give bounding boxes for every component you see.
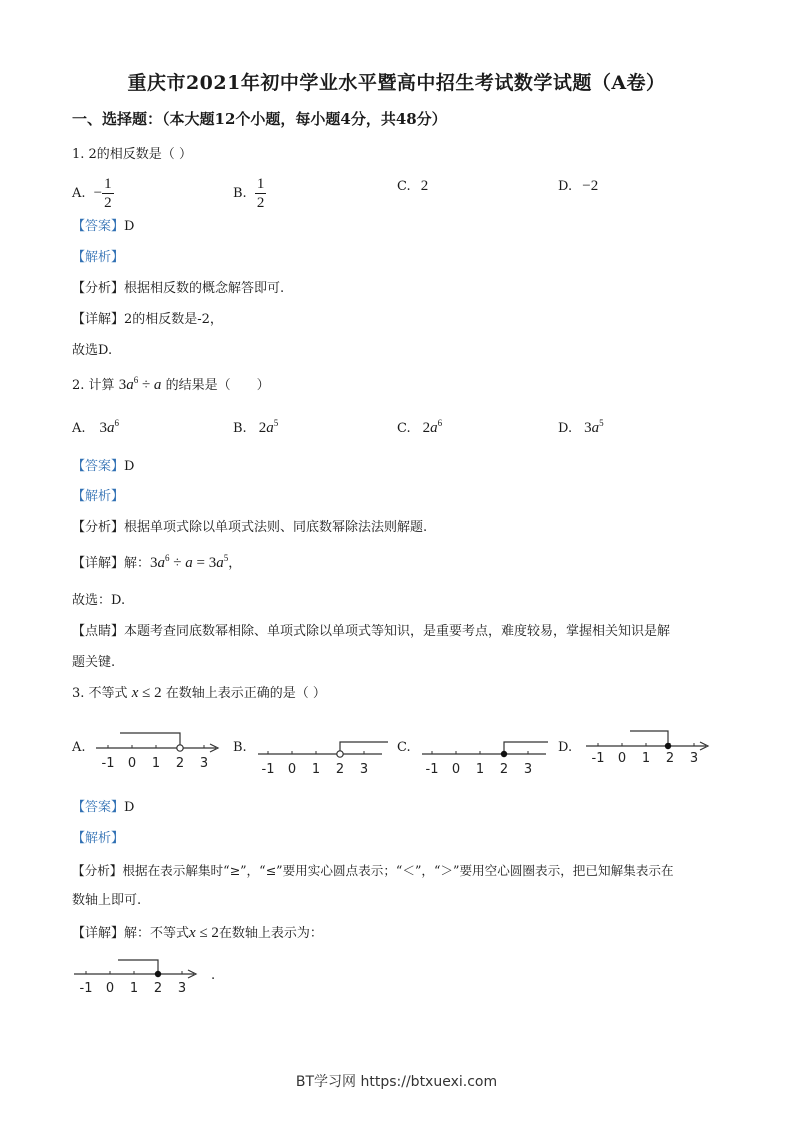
q2-guxuan: 故选：D. <box>72 593 126 608</box>
option-label: D. <box>558 421 573 436</box>
answer-value: D <box>124 219 135 234</box>
q2-dianjing-2: 题关键. <box>72 655 116 670</box>
numerator: 1 <box>256 176 265 192</box>
open-circle <box>337 751 343 757</box>
q1-option-a <box>72 175 114 212</box>
exp: 6 <box>437 418 443 428</box>
exp: 5 <box>223 553 229 563</box>
tick-label: 3 <box>177 981 187 996</box>
tick-label: 2 <box>335 762 345 777</box>
expression: $3a^6 \div a$ <box>118 375 162 393</box>
solution-bracket <box>504 742 548 754</box>
tick-label: -1 <box>101 756 115 771</box>
solution-bracket <box>120 733 180 748</box>
footer-watermark: BT学习网 https://btxuexi.com <box>295 1074 498 1090</box>
option-value: 2 <box>420 178 429 194</box>
answer-tag: 【答案】 <box>72 459 125 474</box>
q1-stem: 1. 2的相反数是（ ） <box>72 147 192 162</box>
tick-label: 1 <box>641 751 651 766</box>
tick-label: 3 <box>689 751 699 766</box>
label: 【详解】解：不等式 <box>72 926 190 941</box>
tick-label: 0 <box>617 751 627 766</box>
tick-label: 3 <box>199 756 209 771</box>
number-line-b <box>252 732 390 778</box>
section-heading: 一、选择题：（本大题12个小题，每小题4分，共48分） <box>72 110 447 128</box>
exp: 6 <box>114 418 120 428</box>
q3-fenxi-1: 【分析】根据在表示解集时“≥”，“≤”要用实心圆点表示；“＜”，“＞”要用空心圆圈表示，把已知解集表示在 <box>72 863 674 878</box>
q2-dianjing-1: 【点睛】本题考查同底数幂相除、单项式除以单项式等知识，是重要考点，难度较易，掌握相关知识是解 <box>72 624 671 639</box>
coef: 3 <box>150 555 158 571</box>
q3-answer <box>72 796 134 815</box>
q3-fenxi-2: 数轴上即可. <box>72 893 142 908</box>
stem-text: 3. 不等式 <box>72 686 128 701</box>
tick-label: 1 <box>129 981 139 996</box>
coef: 3 <box>118 377 127 393</box>
stem-text: 的结果是（ ） <box>165 378 270 393</box>
var: a <box>266 420 274 436</box>
tick-label: -1 <box>591 751 605 766</box>
tick-label: -1 <box>425 762 439 777</box>
solution-bracket <box>630 731 668 746</box>
tick-label: 1 <box>475 762 485 777</box>
solution-bracket <box>118 960 158 974</box>
val: 2 <box>211 925 219 941</box>
q3-option-a-label: A. <box>72 740 86 755</box>
answer-value: D <box>124 800 135 815</box>
q2-option-a <box>72 418 119 437</box>
option-label: A. <box>72 421 86 436</box>
answer-tag: 【答案】 <box>72 800 125 815</box>
tick-label: -1 <box>261 762 275 777</box>
q2-answer <box>72 455 134 474</box>
exp: 5 <box>273 418 279 428</box>
minus-sign: − <box>93 185 103 201</box>
var: a <box>153 377 162 393</box>
numerator: 1 <box>104 176 112 192</box>
q1-option-b <box>233 175 266 212</box>
coef: 3 <box>584 420 592 436</box>
tick-label: 1 <box>151 756 161 771</box>
coef: 2 <box>258 420 267 436</box>
tick-label: 2 <box>175 756 185 771</box>
label: 在数轴上表示为： <box>218 926 323 941</box>
q1-fenxi: 【分析】根据相反数的概念解答即可. <box>72 281 285 296</box>
q1-answer <box>72 215 134 234</box>
exp: 6 <box>133 375 139 385</box>
var: x <box>189 925 196 941</box>
var: x <box>131 685 139 701</box>
tick-label: 2 <box>499 762 509 777</box>
q3-option-b-label: B. <box>233 740 247 755</box>
period: . <box>211 968 216 983</box>
q2-option-b <box>233 418 278 437</box>
number-line-solution <box>70 952 206 998</box>
page-title: 重庆市2021年初中学业水平暨高中招生考试数学试题（A卷） <box>127 72 666 94</box>
answer-tag: 【答案】 <box>72 219 125 234</box>
open-circle <box>177 745 183 751</box>
var: a <box>157 555 166 571</box>
option-label: B. <box>233 421 247 436</box>
q3-option-d-label: D. <box>558 740 573 755</box>
number-line-a <box>92 726 222 772</box>
var: a <box>185 555 193 571</box>
denominator: 2 <box>104 195 112 211</box>
stem-text: 2. 计算 <box>72 378 115 393</box>
tick-label: 1 <box>311 762 321 777</box>
val: 2 <box>154 685 162 701</box>
var: a <box>216 555 224 571</box>
var: a <box>591 420 600 436</box>
q2-stem <box>72 374 270 394</box>
tick-label: 0 <box>287 762 297 777</box>
q2-fenxi: 【分析】根据单项式除以单项式法则、同底数幂除法法则解题. <box>72 520 428 535</box>
inequality <box>132 685 162 701</box>
tick-label: -1 <box>79 981 93 996</box>
coef: 3 <box>99 420 108 436</box>
q3-xiangjie <box>72 922 323 942</box>
q2-option-c <box>397 418 442 437</box>
tick-label: 0 <box>451 762 461 777</box>
stem-text: 在数轴上表示正确的是（ ） <box>165 686 326 701</box>
fraction <box>255 175 267 212</box>
option-label: A. <box>72 186 86 201</box>
exp: 5 <box>599 418 604 428</box>
number-line-d <box>582 724 714 770</box>
q3-analysis-tag: 【解析】 <box>72 831 125 846</box>
option-label: D. <box>558 179 573 194</box>
tick-label: 3 <box>359 762 369 777</box>
solid-dot <box>501 751 507 757</box>
var: a <box>126 377 134 393</box>
solid-dot <box>665 743 671 749</box>
q1-analysis-tag: 【解析】 <box>72 250 125 265</box>
tick-label: 0 <box>127 756 137 771</box>
solid-dot <box>155 971 161 977</box>
var: a <box>430 420 438 436</box>
expression: $3a^6 \div a = 3a^5$ <box>150 553 229 571</box>
tick-label: 2 <box>153 981 163 996</box>
option-label: C. <box>397 421 411 436</box>
q2-analysis-tag: 【解析】 <box>72 489 125 504</box>
q2-xiangjie: 【详解】解：$3a^6 \div a = 3a^5$， <box>72 553 242 571</box>
q2-option-d <box>558 418 604 437</box>
inequality <box>189 925 219 941</box>
q3-stem <box>72 682 326 702</box>
label: 【详解】解： <box>72 556 151 571</box>
denominator: 2 <box>256 195 265 211</box>
op: ≤ <box>142 685 151 701</box>
answer-value: D <box>124 459 135 474</box>
q3-option-c-label: C. <box>397 740 411 755</box>
exp: 6 <box>165 553 170 563</box>
tick-label: 0 <box>105 981 115 996</box>
q1-xiangjie: 【详解】2的相反数是-2， <box>72 312 223 327</box>
option-value: −2 <box>582 178 599 194</box>
coef: 2 <box>422 420 431 436</box>
number-line-c <box>416 732 554 778</box>
var: a <box>107 420 115 436</box>
coef: 3 <box>208 555 217 571</box>
q1-option-d <box>558 178 598 195</box>
tick-label: 2 <box>665 751 675 766</box>
tick-label: 3 <box>523 762 533 777</box>
q1-option-c <box>397 178 428 195</box>
op: ≤ <box>199 925 208 941</box>
option-label: C. <box>397 179 411 194</box>
fraction <box>102 175 114 212</box>
option-label: B. <box>233 186 247 201</box>
q1-guxuan: 故选D. <box>72 343 113 358</box>
